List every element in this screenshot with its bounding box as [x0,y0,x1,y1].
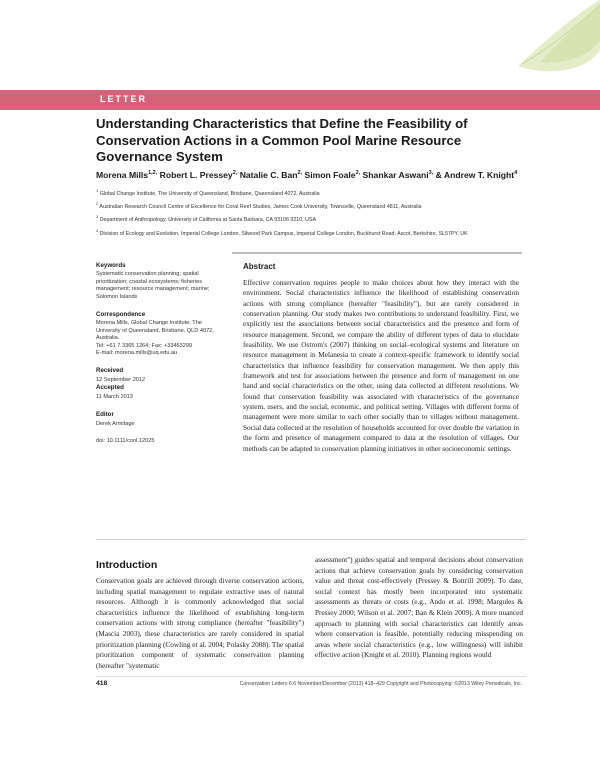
author-names: Morena Mills$^{1,2,}$ Robert L. Pressey$^{2,}$ Natalie C. Ban$^{2,}$ Simon Foale$^{2,}$ Shankar Aswani$^{3,}$ & Andrew T. Knight$^4$ [96,170,518,180]
affiliation-item [96,199,526,212]
page-number: 418 [96,680,108,687]
received-date: 12 September 2012 [96,376,146,383]
footer-citation [212,681,522,687]
keywords-heading: Keywords [96,262,126,269]
received-heading: Received [96,367,124,375]
affiliation-item [96,186,526,199]
affiliation-item [96,212,526,225]
section-label: LETTER [100,94,147,104]
keywords-text: Systematic conservation planning; spatial prioritization; coastal ecosystems; fisheries management; resource management; marine; Solomon Islands [96,271,210,300]
affiliation-item [96,226,526,239]
body-column-left: Conservation goals are achieved through diverse conservation actions, including spatial management to regulate extractive uses of natural resources. Although it is commonly acknowledged that social characteristics influence the likelihood of establishing long-term conservation actions with strong compliance (hereafter "feasibility") (Mascia 2003), these characteristics are rarely considered in spatial prioritization planning (Cowling et al. 2004; Polasky 2008). The spatial prioritization component of systematic conservation planning (hereafter "systematic [96,577,304,670]
affiliation-text: Global Change Institute, The University of Queensland, Brisbane, Queensland 4072, Australia [98,190,320,197]
accepted-heading: Accepted [96,384,124,392]
affiliation-text: Division of Ecology and Evolution, Imperial College London, Silwood Park Campus, Imperial College London, Buckhurst Road, Ascot, Berkshire, SL57PY, UK [98,230,468,237]
correspondence-address: Morena Mills, Global Change Institute, The University of Queensland, Brisbane, QLD 4072, Australia. [96,320,214,342]
correspondence-phone: Tel: +61 7 3365 1264; Fax: +33463299 [96,342,193,349]
editor-heading: Editor [96,411,114,419]
body-column-right: assessment") guides spatial and temporal decisions about conservation actions that achieve conservation goals by considering conservation value and threat cost-effectively (Pressey & Bottrill 2009). To date, social context has mostly been incorporated into systematic assessments as threats or costs (e.g., Ando et al. 1998; Margules & Pressey 2000; Wilson et al. 2007; Ban & Klein 2009). A more nuanced approach to planning with social characteristics can identify areas where conservation is feasible, potentially reducing misspending on areas where social characteristics (e.g., low willingness) will inhibit effective action (Knight et al. 2010). Planning regions would [315,556,523,660]
affiliation-number: 3 [96,214,99,220]
abstract-top-rule [232,252,522,254]
affiliation-number: 1 [96,188,99,193]
section-divider [96,539,526,540]
correspondence-heading: Correspondence [96,311,146,319]
article-title: Understanding Characteristics that Define the Feasibility of Conservation Actions in a Common Pool Marine Resource Governance System [96,116,468,164]
journal-citation: Conservation Letters 6:6 November/December (2013) 418–429 [239,681,385,687]
article-info-sidebar [96,262,224,455]
accepted-date: 11 March 2013 [96,393,133,400]
author-list [96,170,536,180]
doi[interactable]: doi: 10.1111/conl.12025 [96,437,155,444]
copyright-notice: Copyright and Photocopying: ©2013 Wiley Periodicals, Inc. [386,681,522,687]
letter-banner [0,90,600,110]
affiliation-number: 2 [96,201,99,207]
correspondence-email[interactable]: E-mail: morena.mills@uq.edu.au [96,350,178,357]
page-bottom-margin [0,702,600,763]
abstract-text: Effective conservation requires people to make choices about how they interact with the environment. Social characteristics influence the likelihood of establishing conservation actions with strong compliance (hereafter "feasibility"), but are rarely considered in conservation planning. Our study makes two contributions to understand feasibility. First, we explicitly test the associations between social characteristics and the presence and form of resource management. Second, we compare the ability of different types of data to elucidate feasibility. We use Ostrom's (2007) thinking on social–ecological systems and literature on resource management in Melanesia to create a context-specific framework to identify social characteristics that influence feasibility for conservation management. We then apply this framework and test for associations between the presence and form of management on one hand and social characteristics on the other, using data collected at different resolutions. We found that conservation feasibility was associated with characteristics of the governance system, users, and the social, economic, and political setting. Villages with different forms of management were more similar to each other socially than to villages without management. Social data collected at the resolution of households accounted for over double the variation in the form and presence of management compared to data at the resolution of villages. Our methods can be adapted to conservation planning initiatives in other socioeconomic settings. [243,279,519,453]
introduction-heading: Introduction [96,559,158,571]
footer-rule [96,676,526,677]
abstract-heading: Abstract [243,262,276,271]
leaf-icon [500,0,600,80]
affiliation-text: Australian Research Council Centre of Excellence for Coral Reef Studies, James Cook University, Townsville, Queensland 4811, Australia [98,203,422,210]
affiliation-text: Department of Anthropology, University of California at Santa Barbara, CA 93106 3210, USA [98,217,317,224]
affiliation-number: 4 [96,227,99,233]
affiliations [96,186,526,239]
editor-name: Derek Armitage [96,420,135,427]
